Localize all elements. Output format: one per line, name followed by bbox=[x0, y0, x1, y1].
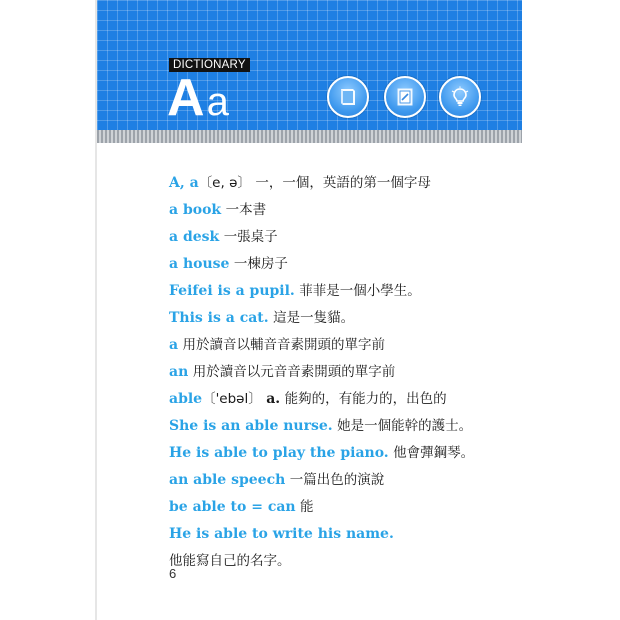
chinese-definition: 能 bbox=[300, 499, 314, 515]
chinese-definition: 一本書 bbox=[225, 202, 267, 218]
pronunciation: 〔'ebəl〕 bbox=[202, 391, 262, 407]
chinese-definition: 一篇出色的演說 bbox=[289, 472, 385, 488]
chinese-definition: 能夠的，有能力的，出色的 bbox=[284, 391, 447, 407]
english-sentence: She is an able nurse. bbox=[169, 418, 333, 434]
english-term: a bbox=[169, 337, 179, 353]
entry-line bbox=[169, 278, 509, 305]
english-term: a house bbox=[169, 256, 230, 272]
chinese-translation: 他會彈鋼琴。 bbox=[393, 445, 475, 461]
english-sentence: Feifei is a pupil. bbox=[169, 283, 295, 299]
entry-line bbox=[169, 440, 509, 467]
entry-list bbox=[169, 170, 509, 575]
page-header bbox=[97, 0, 522, 130]
part-of-speech: a. bbox=[266, 391, 281, 407]
english-sentence: This is a cat. bbox=[169, 310, 269, 326]
english-term: able bbox=[169, 391, 203, 407]
section-letter-upper: A bbox=[167, 69, 205, 127]
notebook-icon[interactable] bbox=[384, 76, 426, 118]
entry-line bbox=[169, 413, 509, 440]
english-term: an able speech bbox=[169, 472, 286, 488]
chinese-translation: 她是一個能幹的護士。 bbox=[337, 418, 473, 434]
chinese-translation: 菲菲是一個小學生。 bbox=[299, 283, 421, 299]
entry-line bbox=[169, 494, 509, 521]
entry-line bbox=[169, 251, 509, 278]
entry-line bbox=[169, 467, 509, 494]
english-term: a desk bbox=[169, 229, 220, 245]
entry-line bbox=[169, 386, 509, 413]
dictionary-label: DICTIONARY bbox=[169, 58, 250, 72]
entry-line bbox=[169, 224, 509, 251]
usage-note: 用於讀音以元音音素開頭的單字前 bbox=[192, 364, 396, 380]
entry-line bbox=[169, 170, 509, 197]
english-term: a book bbox=[169, 202, 222, 218]
page-number: 6 bbox=[169, 566, 177, 581]
chinese-definition: 一，一個，英語的第一個字母 bbox=[255, 175, 431, 191]
chinese-translation: 這是一隻貓。 bbox=[273, 310, 355, 326]
chinese-definition: 一張桌子 bbox=[223, 229, 278, 245]
chinese-translation: 他能寫自己的名字。 bbox=[169, 553, 291, 569]
entry-line bbox=[169, 521, 509, 548]
english-term: be able to = can bbox=[169, 499, 296, 515]
entry-line bbox=[169, 305, 509, 332]
dictionary-page bbox=[97, 0, 522, 620]
entry-line bbox=[169, 197, 509, 224]
usage-note: 用於讀音以輔音音素開頭的單字前 bbox=[182, 337, 386, 353]
lightbulb-icon[interactable] bbox=[439, 76, 481, 118]
book-icon[interactable] bbox=[327, 76, 369, 118]
entry-line bbox=[169, 332, 509, 359]
english-sentence: He is able to play the piano. bbox=[169, 445, 389, 461]
header-divider bbox=[97, 130, 522, 143]
english-term: an bbox=[169, 364, 189, 380]
english-term: A, a bbox=[169, 175, 199, 191]
section-letter-lower: a bbox=[206, 80, 229, 124]
entry-line bbox=[169, 548, 509, 575]
english-sentence: He is able to write his name. bbox=[169, 526, 394, 542]
entry-line bbox=[169, 359, 509, 386]
section-letter bbox=[167, 68, 229, 132]
pronunciation: 〔e, ə〕 bbox=[198, 175, 251, 191]
chinese-definition: 一棟房子 bbox=[233, 256, 288, 272]
